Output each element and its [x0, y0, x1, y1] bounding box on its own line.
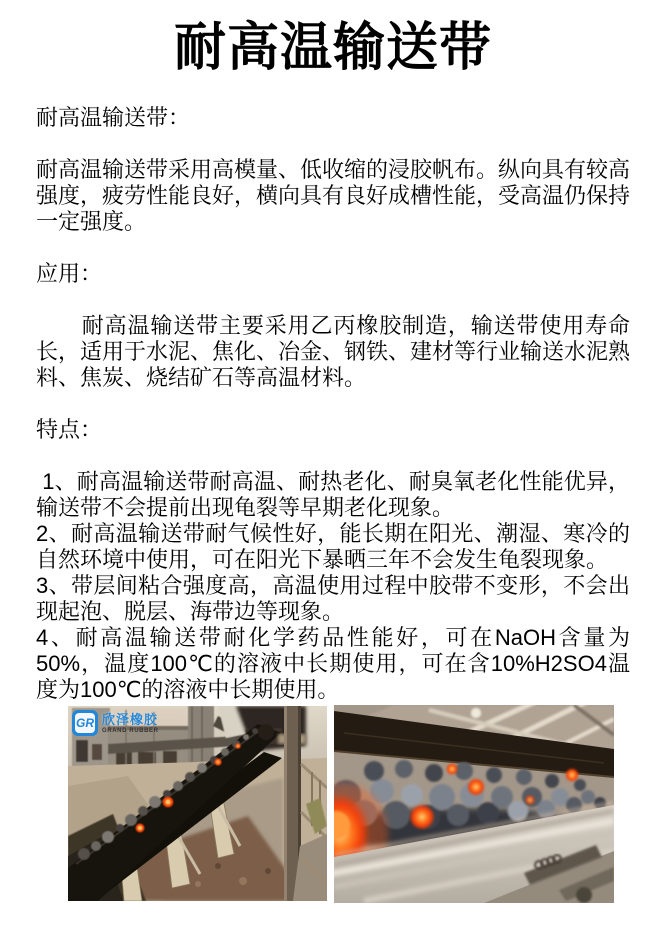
photo-factory-conveyor: [68, 706, 327, 901]
brand-logo: [72, 710, 159, 736]
brand-text: [102, 710, 159, 735]
feature-item-3: 3、带层间粘合强度高，高温使用过程中胶带不变形，不会出现起泡、脱层、海带边等现象。: [36, 573, 630, 624]
brand-name-cn: 欣泽橡胶: [102, 712, 159, 727]
intro-label: 耐高温输送带：: [36, 105, 191, 130]
gr-monogram: GR: [75, 713, 95, 733]
brand-name-en: GRAND RUBBER: [102, 728, 159, 734]
features-label: 特点：: [36, 417, 103, 442]
hot-material-illustration: [334, 705, 614, 903]
photo-hot-material-closeup: [334, 705, 614, 903]
gr-logo-icon: [72, 710, 98, 736]
article-body: [0, 80, 666, 703]
intro-paragraph: 耐高温输送带采用高模量、低收缩的浸胶帆布。纵向具有较高强度，疲劳性能良好，横向具有良好成槽性能，受高温仍保持一定强度。: [36, 157, 631, 234]
feature-item-1: 1、耐高温输送带耐高温、耐热老化、耐臭氧老化性能优异，输送带不会提前出现龟裂等早期老化现象。: [36, 469, 630, 520]
application-label: 应用：: [36, 261, 103, 286]
page-title: 耐高温输送带: [173, 19, 492, 77]
feature-item-2: 2、耐高温输送带耐气候性好，能长期在阳光、潮湿、寒冷的自然环境中使用，可在阳光下暴晒三年不会发生龟裂现象。: [36, 521, 630, 572]
application-paragraph: 耐高温输送带主要采用乙丙橡胶制造，输送带使用寿命长，适用于水泥、焦化、冶金、钢铁、建材等行业输送水泥熟料、焦炭、烧结矿石等高温材料。: [36, 313, 631, 390]
feature-item-4: 4、耐高温输送带耐化学药品性能好，可在NaOH含量为50%，温度100℃的溶液中长期使用，可在含10%H2SO4温度为100℃的溶液中长期使用。: [36, 625, 630, 702]
